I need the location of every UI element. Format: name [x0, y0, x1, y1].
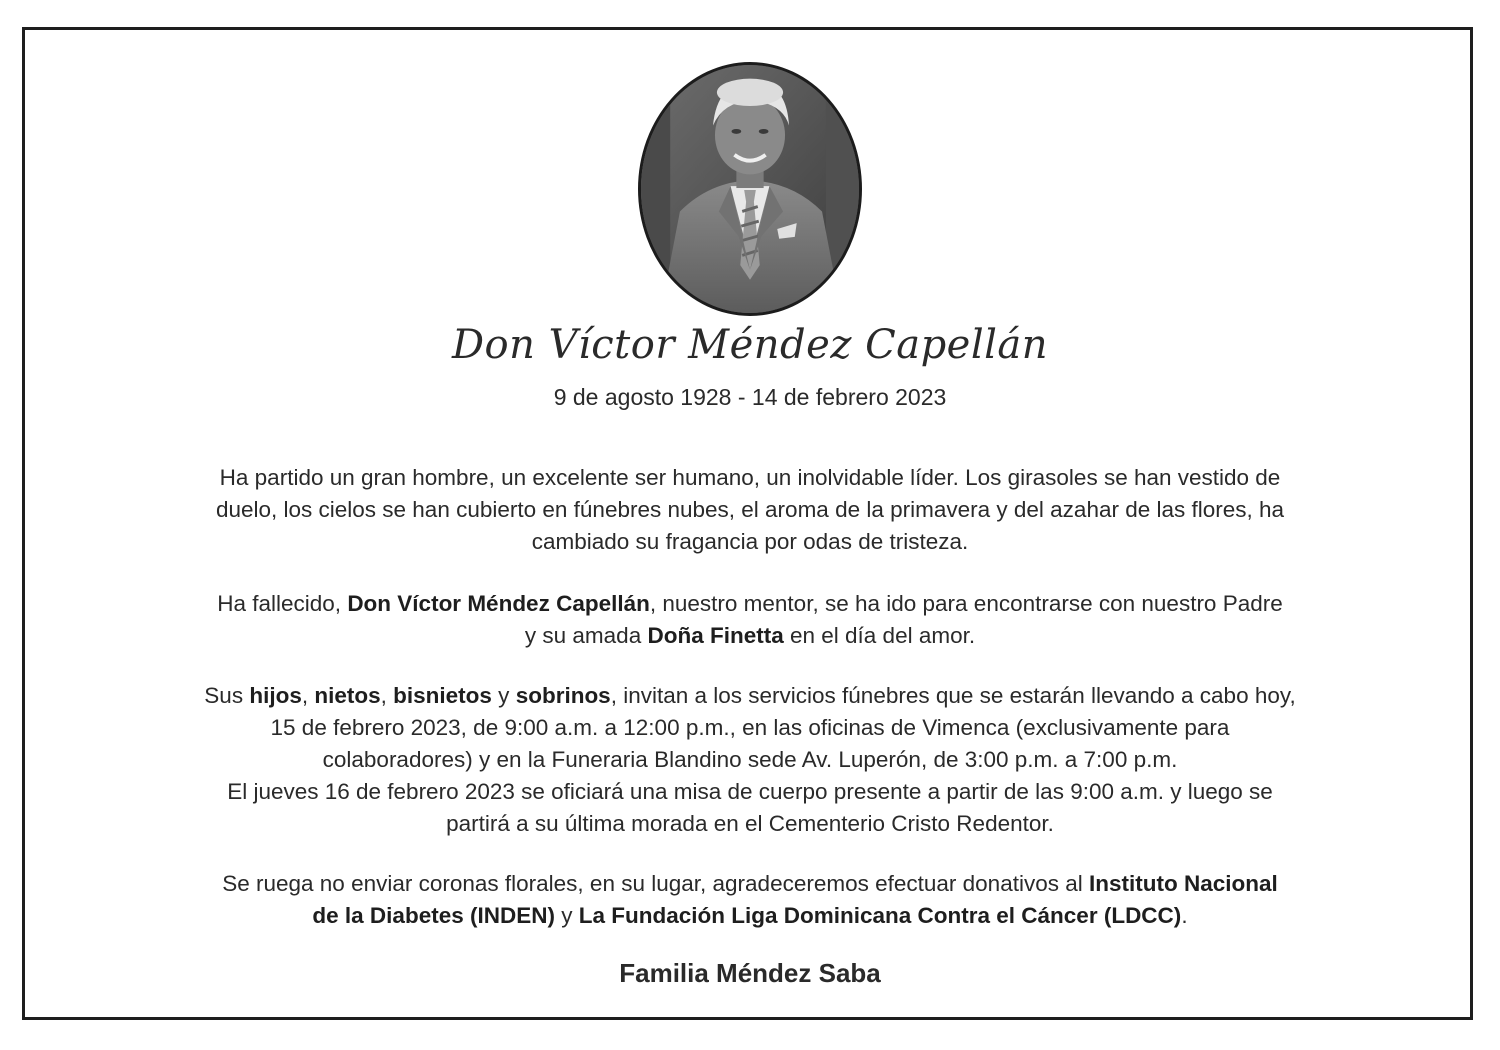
text: , nuestro mentor, se ha ido para encontrarse con nuestro Padre [649, 591, 1283, 616]
tribute-line: duelo, los cielos se han cubierto en fúnebres nubes, el aroma de la primavera y del azahar de las flores, ha [215, 497, 1285, 522]
text: Sus [204, 683, 250, 708]
announcement-line [110, 620, 1390, 652]
bold-word: sobrinos [515, 683, 611, 708]
text: en el día del amor. [783, 623, 976, 648]
text: Se ruega no enviar coronas florales, en su lugar, agradeceremos efectuar donativos al [222, 871, 1089, 896]
donations-line [110, 900, 1390, 932]
text: , [380, 683, 394, 708]
services-line: 15 de febrero 2023, de 9:00 a.m. a 12:00 p.m., en las oficinas de Vimenca (exclusivamente para [270, 715, 1230, 740]
deceased-name: Don Víctor Méndez Capellán [451, 322, 1049, 368]
text: y [554, 903, 579, 928]
tribute-line: cambiado su fragancia por odas de tristeza. [531, 529, 969, 554]
text: y [491, 683, 516, 708]
services-paragraph [110, 680, 1390, 840]
bold-org: Instituto Nacional [1089, 871, 1278, 896]
services-line [110, 680, 1390, 712]
portrait-image [641, 65, 859, 313]
bold-name: Doña Finetta [647, 623, 784, 648]
bold-word: nietos [314, 683, 381, 708]
services-line: El jueves 16 de febrero 2023 se oficiará una misa de cuerpo presente a partir de las 9:00 a.m. y luego se [227, 779, 1273, 804]
text: Ha fallecido, [217, 591, 348, 616]
tribute-line: Ha partido un gran hombre, un excelente ser humano, un inolvidable líder. Los girasoles se han vestido de [219, 465, 1281, 490]
tribute-paragraph [110, 462, 1390, 558]
donations-paragraph [110, 868, 1390, 932]
life-dates: 9 de agosto 1928 - 14 de febrero 2023 [553, 384, 947, 410]
portrait-photo [638, 62, 862, 316]
family-signature: Familia Méndez Saba [619, 958, 881, 988]
text: , invitan a los servicios fúnebres que se estarán llevando a cabo hoy, [610, 683, 1296, 708]
services-line: colaboradores) y en la Funeraria Blandino sede Av. Luperón, de 3:00 p.m. a 7:00 p.m. [322, 747, 1178, 772]
text: . [1181, 903, 1188, 928]
donations-line [110, 868, 1390, 900]
services-line: partirá a su última morada en el Cementerio Cristo Redentor. [446, 811, 1054, 836]
bold-name: Don Víctor Méndez Capellán [347, 591, 650, 616]
bold-word: hijos [249, 683, 302, 708]
text: , [301, 683, 315, 708]
announcement-paragraph [110, 588, 1390, 652]
announcement-line [110, 588, 1390, 620]
bold-org: de la Diabetes (INDEN) [312, 903, 555, 928]
text: y su amada [524, 623, 648, 648]
bold-org: La Fundación Liga Dominicana Contra el Cáncer (LDCC) [578, 903, 1182, 928]
bold-word: bisnietos [393, 683, 492, 708]
